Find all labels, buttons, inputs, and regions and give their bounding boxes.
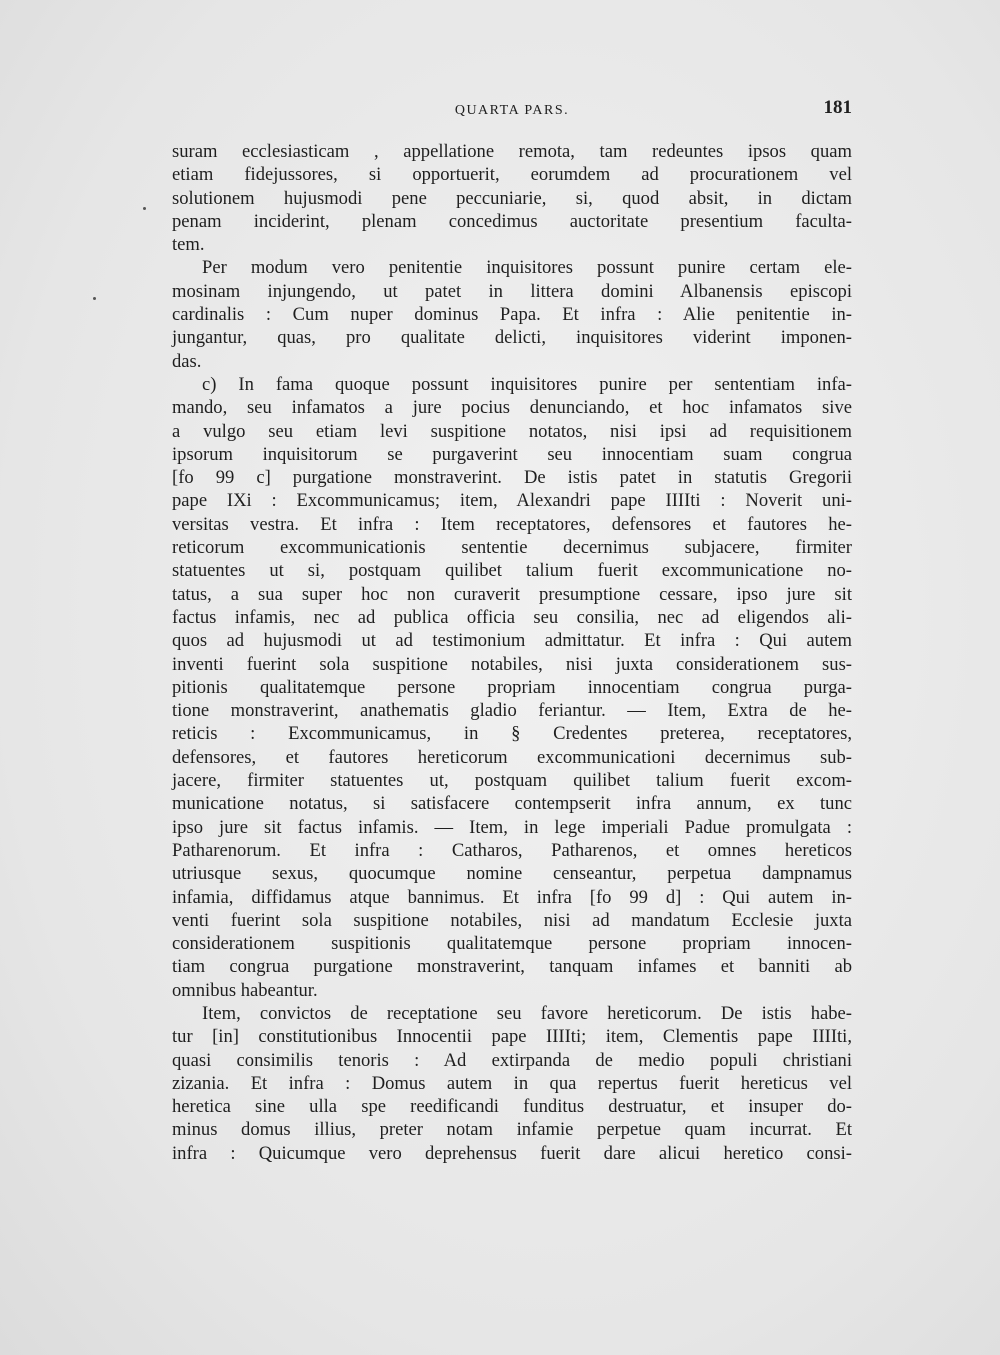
text-line: jacere, firmiter statuentes ut, postquam quilibet talium fuerit excom-	[172, 770, 852, 792]
text-line: pitionis qualitatemque persone propriam innocentiam congrua purga-	[172, 676, 852, 698]
text-line: [fo 99 c] purgatione monstraverint. De istis patet in statutis Gregorii	[172, 467, 852, 489]
text-line: minus domus illius, preter notam infamie perpetue quam incurrat. Et	[172, 1119, 852, 1141]
text-line: considerationem suspitionis qualitatemque persone propriam innocen-	[172, 933, 852, 955]
text-line: tiam congrua purgatione monstraverint, tanquam infames et banniti ab	[172, 956, 852, 978]
running-head	[172, 97, 852, 123]
text-line: defensores, et fautores hereticorum excommunicationi decernimus sub-	[172, 746, 852, 768]
text-line: mosinam injungendo, ut patet in littera domini Albanensis episcopi	[172, 280, 852, 302]
running-title: QUARTA PARS.	[454, 103, 570, 118]
text-line: factus infamis, nec ad publica officia seu consilia, nec ad eligendos ali-	[172, 606, 852, 628]
text-line: quos ad hujusmodi ut ad testimonium admittatur. Et infra : Qui autem	[172, 630, 852, 652]
text-line: municatione notatus, si satisfacere contempserit infra annum, ex tunc	[172, 793, 852, 815]
text-line: solutionem hujusmodi pene peccuniarie, si, quod absit, in dictam	[172, 187, 852, 209]
text-line: cardinalis : Cum nuper dominus Papa. Et infra : Alie penitentie in-	[172, 304, 852, 326]
page-number: 181	[823, 97, 852, 118]
text-line: tur [in] constitutionibus Innocentii pape IIIIti; item, Clementis pape IIIIti,	[172, 1026, 852, 1048]
text-line: Item, convictos de receptatione seu favore hereticorum. De istis habe-	[202, 1002, 852, 1024]
text-line: c) In fama quoque possunt inquisitores punire per sententiam infa-	[202, 373, 852, 395]
text-line: tatus, a sua super hoc non curaverit presumptione cessare, ipso jure sit	[172, 583, 852, 605]
text-line: ipso jure sit factus infamis. — Item, in lege imperiali Padue promulgata :	[172, 816, 852, 838]
text-line: utriusque sexus, quocumque nomine censeantur, perpetua dampnamus	[172, 863, 852, 885]
text-line: omnibus habeantur.	[172, 979, 318, 1001]
text-line: ipsorum inquisitorum se purgaverint seu innocentiam suam congrua	[172, 443, 852, 465]
text-line: tione monstraverint, anathematis gladio feriantur. — Item, Extra de he-	[172, 700, 852, 722]
text-line: versitas vestra. Et infra : Item receptatores, defensores et fautores he-	[172, 513, 852, 535]
text-line: pape IXi : Excommunicamus; item, Alexandri pape IIIIti : Noverit uni-	[172, 490, 852, 512]
margin-speck	[143, 207, 146, 210]
text-line: tem.	[172, 234, 205, 256]
text-line: zizania. Et infra : Domus autem in qua repertus fuerit hereticus vel	[172, 1072, 852, 1094]
text-line: suram ecclesiasticam , appellatione remota, tam redeuntes ipsos quam	[172, 141, 852, 162]
text-line: Per modum vero penitentie inquisitores possunt punire certam ele-	[202, 257, 852, 279]
text-line: a vulgo seu etiam levi suspitione notatos, nisi ipsi ad requisitionem	[172, 420, 852, 442]
text-line: Patharenorum. Et infra : Catharos, Patharenos, et omnes hereticos	[172, 839, 852, 861]
text-line: inventi fuerint sola suspitione notabiles, nisi juxta considerationem sus-	[172, 653, 852, 675]
margin-speck	[93, 297, 96, 300]
text-line: infamia, diffidamus atque bannimus. Et infra [fo 99 d] : Qui autem in-	[172, 886, 852, 908]
text-line: reticorum excommunicationis sententie decernimus subjacere, firmiter	[172, 537, 852, 559]
text-line: penam inciderint, plenam concedimus auctoritate presentium faculta-	[172, 210, 852, 232]
text-line: reticis : Excommunicamus, in § Credentes preterea, receptatores,	[172, 723, 852, 745]
text-line: heretica sine ulla spe reedificandi funditus destruatur, et insuper do-	[172, 1096, 852, 1118]
text-line: etiam fidejussores, si opportuerit, eorumdem ad procurationem vel	[172, 164, 852, 186]
text-line: venti fuerint sola suspitione notabiles, nisi ad mandatum Ecclesie juxta	[172, 909, 852, 931]
text-line: das.	[172, 350, 202, 372]
text-line: infra : Quicumque vero deprehensus fuerit dare alicui heretico consi-	[172, 1142, 852, 1164]
text-line: quasi consimilis tenoris : Ad extirpanda de medio populi christiani	[172, 1049, 852, 1071]
body-text	[172, 140, 852, 1165]
text-line: jungantur, quas, pro qualitate delicti, inquisitores viderint imponen-	[172, 327, 852, 349]
text-line: statuentes ut si, postquam quilibet talium fuerit excommunicatione no-	[172, 560, 852, 582]
text-line: mando, seu infamatos a jure pocius denunciando, et hoc infamatos sive	[172, 397, 852, 419]
